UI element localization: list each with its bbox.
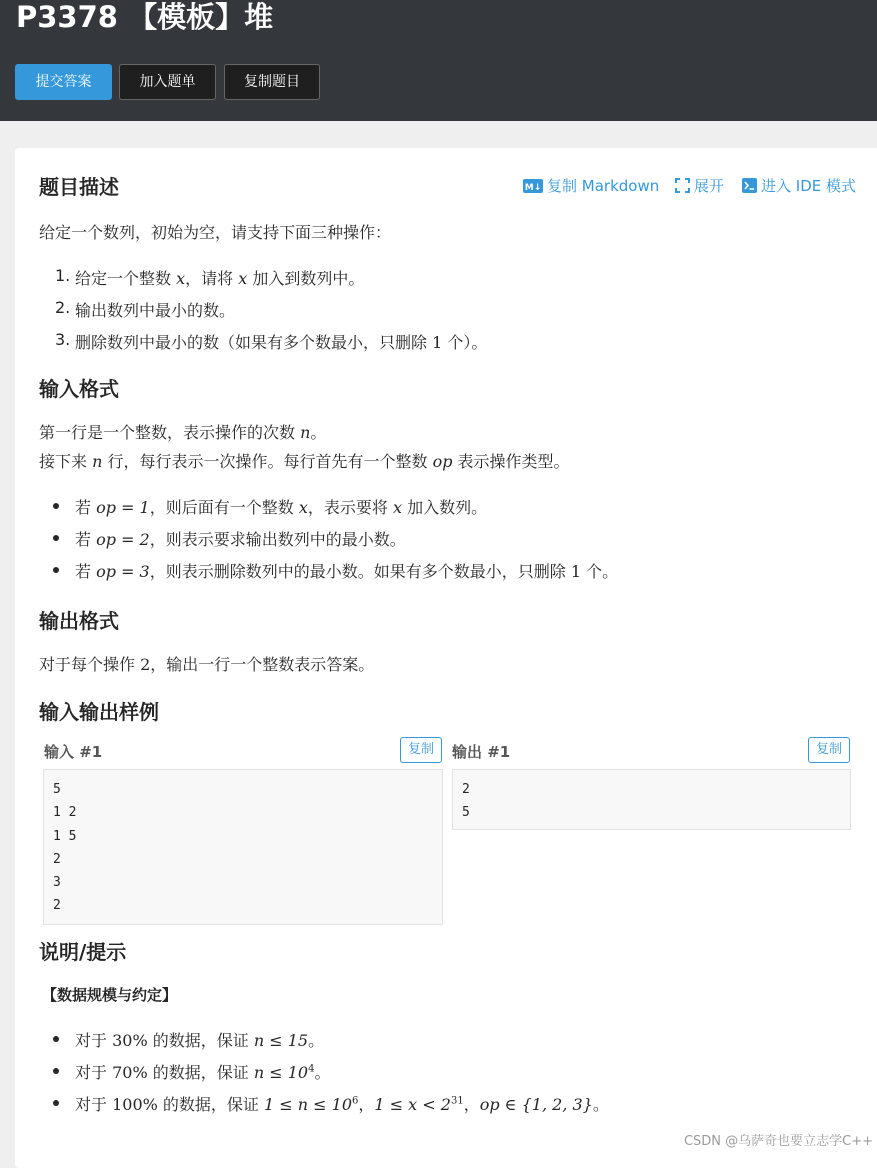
bullet-dot [53,503,59,509]
submit-button[interactable]: 提交答案 [15,64,112,100]
description-heading: 题目描述 [39,175,119,199]
sample-input-line: 3 [53,875,61,891]
page-title: P3378 【模板】堆 [16,0,274,34]
sample-input-line: 1 5 [53,828,77,844]
op-1-text: 给定一个整数 x，请将 x 加入到数列中。 [75,269,365,288]
bullet-dot [53,567,59,573]
op-2-text: 输出数列中最小的数。 [75,301,236,320]
copy-markdown-link[interactable] [523,175,659,197]
hint-heading: 说明/提示 [39,940,127,964]
samples-heading: 输入输出样例 [39,700,159,724]
hint-item-2: 对于 70% 的数据，保证 $n \le 10^4$。 [75,1063,331,1082]
expand-label: 展开 [694,177,725,195]
input-format-item-1: 若 op = 1，则后面有一个整数 x，表示要将 x 加入数列。 [75,498,488,517]
sample-output-box[interactable] [452,769,851,830]
sample-output-line: 2 [462,782,470,797]
sample-output-label: 输出 #1 [452,743,511,761]
description-intro: 给定一个数列，初始为空，请支持下面三种操作： [39,223,392,242]
op-1-number: 1. [55,266,71,285]
problem-header [0,0,877,121]
sample-output-line: 5 [462,805,470,821]
bullet-dot [53,1068,59,1074]
expand-icon [675,178,690,197]
bullet-dot [53,1036,59,1042]
sample-input-line: 1 2 [53,805,77,821]
op-3-text: 删除数列中最小的数（如果有多个数最小，只删除 1 个）。 [75,333,488,352]
op-2-number: 2. [55,298,71,317]
input-format-line-2: 接下来 n 行，每行表示一次操作。每行首先有一个整数 op 表示操作类型。 [39,452,570,471]
sample-input-line: 5 [53,782,61,797]
add-to-list-button[interactable]: 加入题单 [119,64,216,100]
sample-input-line: 2 [53,898,61,914]
hint-subheading: 【数据规模与约定】 [42,986,178,1004]
output-format-heading: 输出格式 [39,609,119,633]
expand-link[interactable] [675,175,724,197]
watermark: CSDN @乌萨奇也要立志学C++ [683,1134,873,1149]
input-format-line-1: 第一行是一个整数，表示操作的次数 n。 [39,423,327,442]
copy-output-button[interactable]: 复制 [808,737,850,763]
copy-input-button[interactable]: 复制 [400,737,442,763]
sample-input-label: 输入 #1 [44,743,103,761]
markdown-icon [523,179,543,197]
hint-item-3: 对于 100% 的数据，保证 $1 \le n \le 10^6$，$1 \le x < 2^{31}$，op ∈ {1, 2, 3}。 [75,1095,609,1114]
output-format-text: 对于每个操作 2，输出一行一个整数表示答案。 [39,655,375,674]
sample-input-line: 2 [53,851,61,867]
bullet-dot [53,1100,59,1106]
copy-markdown-label: 复制 Markdown [547,177,660,195]
input-format-item-2: 若 op = 2，则表示要求输出数列中的最小数。 [75,530,406,549]
copy-problem-button[interactable]: 复制题目 [224,64,320,100]
bullet-dot [53,535,59,541]
op-3-number: 3. [55,330,71,349]
ide-mode-link[interactable] [742,175,856,197]
input-format-item-3: 若 op = 3，则表示删除数列中的最小数。如果有多个数最小，只删除 1 个。 [75,562,619,581]
terminal-icon [742,178,757,197]
input-format-heading: 输入格式 [39,377,119,401]
hint-item-1: 对于 30% 的数据，保证 n ≤ 15。 [75,1031,325,1050]
sample-input-box[interactable] [43,769,443,925]
svg-text:M↓: M↓ [524,183,542,193]
ide-mode-label: 进入 IDE 模式 [761,177,856,195]
